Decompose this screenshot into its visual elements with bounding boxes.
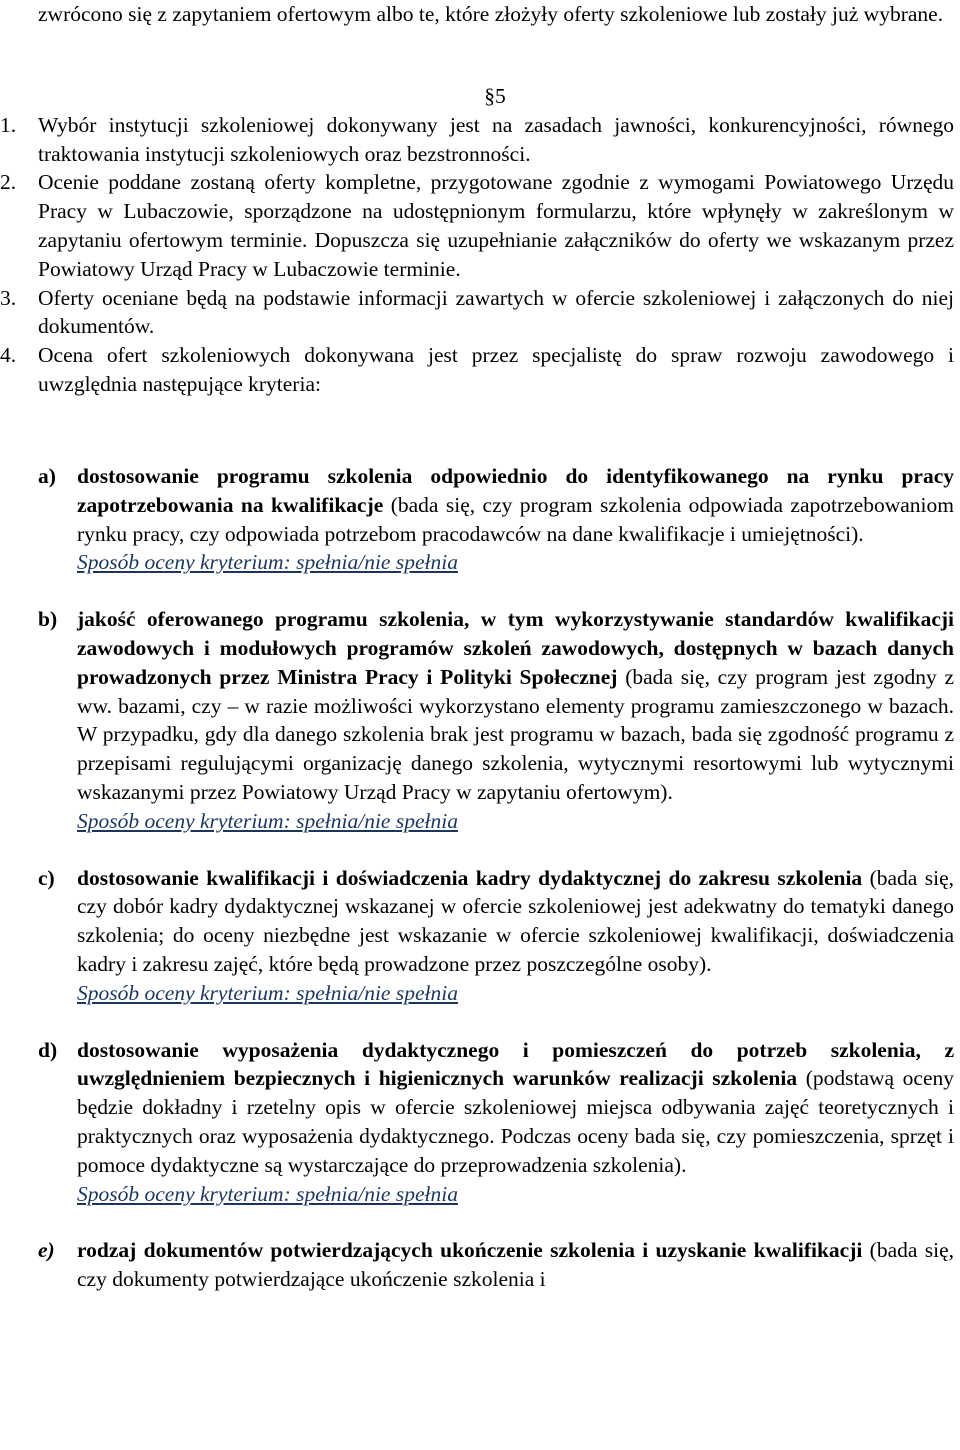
criteria-list (0, 462, 960, 1294)
criterion-title: dostosowanie programu szkolenia odpowiednio do identyfikowanego na rynku pracy zapotrzebowania na kwalifikacje (77, 464, 954, 517)
point-text: Wybór instytucji szkoleniowej dokonywany jest na zasadach jawności, konkurencyjności, równego traktowania instytucji szkoleniowych oraz bezstronności. (38, 112, 954, 166)
criterion-letter: d) (38, 1037, 58, 1062)
criterion-letter: e) (38, 1238, 55, 1263)
criterion-description: (podstawą oceny będzie dokładny i rzetelny opis w ofercie szkoleniowej miejsca odbywania zajęć teoretycznych i praktycznych oraz wyposażenia dydaktycznego. Podczas oceny bada się, czy pomieszczenia, sprzęt i pomoce dydaktyczne są wystarczające do przeprowadzenia szkolenia). (77, 1066, 955, 1177)
point-number: 4. (0, 343, 17, 368)
criterion-title: dostosowanie kwalifikacji i doświadczenia kadry dydaktycznej do zakresu szkolenia (77, 865, 863, 890)
section-5 (0, 82, 960, 399)
point-text: Oferty oceniane będą na podstawie informacji zawartych w ofercie szkoleniowej i załączonych do niej dokumentów. (38, 285, 954, 339)
criterion-title: rodzaj dokumentów potwierdzających ukończenie szkolenia i uzyskanie kwalifikacji (77, 1238, 863, 1263)
criterion-description: (bada się, czy program szkolenia odpowiada zapotrzebowaniom rynku pracy, czy odpowiada potrzebom pracodawców na dane kwalifikacje i umiejętności). (77, 492, 954, 546)
criterion-method: Sposób oceny kryterium: spełnia/nie spełnia (77, 550, 458, 575)
point-number: 2. (0, 170, 17, 195)
criterion-letter: c) (38, 865, 55, 890)
point-number: 1. (0, 112, 17, 137)
criterion-letter: a) (38, 464, 56, 488)
criterion-d (0, 1036, 960, 1209)
criterion-method: Sposób oceny kryterium: spełnia/nie spełnia (77, 1181, 458, 1206)
criterion-title: jakość oferowanego programu szkolenia, w tym wykorzystywanie standardów kwalifikacji zawodowych i modułowych programów szkoleń zawodowych, dostępnych w bazach danych prowadzonych przez Ministra Pracy i Polityki Społecznej (77, 607, 954, 689)
point-3 (0, 284, 960, 342)
criterion-method: Sposób oceny kryterium: spełnia/nie spełnia (77, 980, 458, 1005)
criterion-description: (bada się, czy dokumenty potwierdzające ukończenie szkolenia i (77, 1238, 954, 1292)
criterion-description: (bada się, czy program jest zgodny z ww. bazami, czy – w razie możliwości wykorzystano elementy programu zamieszczonego w bazach. W przypadku, gdy dla danego szkolenia brak jest programu w bazach, bada się zgodność programu z przepisami regulującymi organizację danego szkolenia, wytycznymi resortowymi lub wytycznymi wskazanymi przez Powiatowy Urząd Pracy w zapytaniu ofertowym). (77, 664, 955, 804)
section-heading: §5 (484, 84, 506, 108)
point-text: Ocena ofert szkoleniowych dokonywana jest przez specjalistę do spraw rozwoju zawodowego i uwzględnia następujące kryteria: (38, 343, 954, 396)
point-4 (0, 341, 960, 399)
criterion-letter: b) (38, 607, 58, 632)
point-text: Ocenie poddane zostaną oferty kompletne, przygotowane zgodnie z wymogami Powiatowego Urzędu Pracy w Lubaczowie, sporządzone na udostępnionym formularzu, które wpłynęły w zakreślonym w zapytaniu ofertowym terminie. Dopuszcza się uzupełnianie załączników do oferty we wskazanym przez Powiatowy Urząd Pracy w Lubaczowie terminie. (38, 170, 954, 281)
criterion-a (0, 462, 960, 577)
criterion-method: Sposób oceny kryterium: spełnia/nie spełnia (77, 808, 458, 833)
numbered-points (0, 111, 960, 399)
point-2 (0, 168, 960, 283)
criterion-description: (bada się, czy dobór kadry dydaktycznej wskazanej w ofercie szkoleniowej jest adekwatny do tematyki danego szkolenia; do oceny niezbędne jest wskazanie w ofercie szkoleniowej kwalifikacji, doświadczenia kadry i zakresu zajęć, które będą prowadzone przez poszczególne osoby). (77, 865, 954, 976)
point-number: 3. (0, 285, 17, 310)
criterion-e (0, 1236, 960, 1294)
criterion-title: dostosowanie wyposażenia dydaktycznego i pomieszczeń do potrzeb szkolenia, z uwzględnieniem bezpiecznych i higienicznych warunków realizacji szkolenia (77, 1037, 954, 1091)
criterion-b (0, 605, 960, 835)
criterion-c (0, 864, 960, 1008)
intro-paragraph: zwrócono się z zapytaniem ofertowym albo te, które złożyły oferty szkoleniowe lub zostały już wybrane. (38, 2, 944, 26)
point-1 (0, 111, 960, 169)
